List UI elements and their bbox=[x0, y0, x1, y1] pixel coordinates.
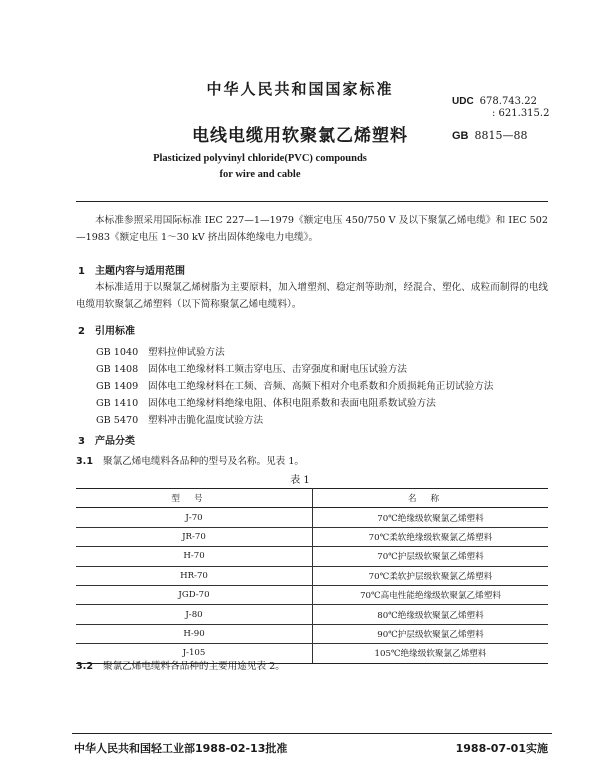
gb-label: GB bbox=[452, 130, 469, 142]
reference-code: GB 1040 bbox=[96, 347, 139, 358]
name-cell: 70℃柔软绝缘级软聚氯乙烯塑料 bbox=[313, 527, 549, 546]
reference-title: 塑料冲击脆化温度试验方法 bbox=[148, 415, 264, 426]
footer-divider bbox=[72, 733, 552, 734]
model-cell: H-70 bbox=[76, 547, 313, 566]
model-cell: J-80 bbox=[76, 605, 313, 624]
name-cell: 70℃高电性能绝缘级软聚氯乙烯塑料 bbox=[313, 585, 549, 604]
reference-item bbox=[96, 344, 493, 361]
table-row bbox=[76, 527, 548, 546]
clause-3-2-text: 聚氯乙烯电缆料各品种的主要用途见表 2。 bbox=[103, 661, 285, 672]
section-3-number: 3 bbox=[78, 436, 85, 447]
section-2-number: 2 bbox=[78, 326, 85, 337]
standard-title-zh: 电线电缆用软聚氯乙烯塑料 bbox=[192, 126, 408, 146]
model-cell: JGD-70 bbox=[76, 585, 313, 604]
table-row bbox=[76, 508, 548, 527]
gb-number-block bbox=[452, 129, 528, 142]
reference-code: GB 1410 bbox=[96, 398, 139, 409]
approval-statement: 中华人民共和国轻工业部1988-02-13批准 bbox=[74, 742, 288, 755]
table-1-caption: 表 1 bbox=[290, 475, 310, 486]
reference-item bbox=[96, 378, 493, 395]
model-cell: H-90 bbox=[76, 624, 313, 643]
name-cell: 105℃绝缘级软聚氯乙烯塑料 bbox=[313, 644, 549, 663]
udc-label: UDC bbox=[452, 96, 474, 107]
clause-3-1 bbox=[76, 453, 304, 467]
udc-value-1: 678.743.22 bbox=[479, 96, 537, 107]
section-1-title: 主题内容与适用范围 bbox=[94, 266, 185, 277]
header-divider bbox=[76, 201, 548, 202]
header-name: 名称 bbox=[313, 489, 549, 508]
national-standard-heading: 中华人民共和国国家标准 bbox=[206, 80, 394, 98]
reference-title: 固体电工绝缘材料工频击穿电压、击穿强度和耐电压试验方法 bbox=[148, 364, 408, 375]
table-row bbox=[76, 566, 548, 585]
standard-title-en-line1: Plasticized polyvinyl chloride(PVC) compounds bbox=[153, 153, 367, 164]
name-cell: 80℃绝缘级软聚氯乙烯塑料 bbox=[313, 605, 549, 624]
model-cell: J-70 bbox=[76, 508, 313, 527]
section-3-title: 产品分类 bbox=[94, 436, 135, 447]
gb-number: 8815—88 bbox=[474, 129, 528, 142]
header-model: 型号 bbox=[76, 489, 313, 508]
table-1 bbox=[76, 488, 548, 664]
reference-item bbox=[96, 412, 493, 429]
reference-title: 固体电工绝缘材料在工频、音频、高频下相对介电系数和介质损耗角正切试验方法 bbox=[148, 381, 494, 392]
udc-block bbox=[452, 96, 549, 120]
udc-value-2: : 621.315.2 bbox=[492, 108, 550, 119]
reference-title: 塑料拉伸试验方法 bbox=[148, 347, 225, 358]
reference-item bbox=[96, 361, 493, 378]
clause-3-1-number: 3.1 bbox=[76, 456, 93, 467]
table-header-row bbox=[76, 489, 548, 508]
name-cell: 70℃绝缘级软聚氯乙烯塑料 bbox=[313, 508, 549, 527]
model-cell: HR-70 bbox=[76, 566, 313, 585]
name-cell: 70℃护层级软聚氯乙烯塑料 bbox=[313, 547, 549, 566]
clause-3-2-number: 3.2 bbox=[76, 661, 93, 672]
reference-item bbox=[96, 395, 493, 412]
reference-title: 固体电工绝缘材料绝缘电阻、体积电阻系数和表面电阻系数试验方法 bbox=[148, 398, 436, 409]
name-cell: 90℃护层级软聚氯乙烯塑料 bbox=[313, 624, 549, 643]
section-2-title: 引用标准 bbox=[94, 326, 135, 337]
clause-3-2 bbox=[76, 658, 285, 672]
intro-paragraph: 本标准参照采用国际标准 IEC 227—1—1979《额定电压 450/750 V 及以下聚氯乙烯电缆》和 IEC 502—1983《额定电压 1～30 kV 挤出固体绝缘电力电缆》。 bbox=[76, 215, 548, 243]
table-row bbox=[76, 585, 548, 604]
effective-date: 1988-07-01实施 bbox=[455, 742, 548, 755]
table-row bbox=[76, 547, 548, 566]
clause-3-1-text: 聚氯乙烯电缆料各品种的型号及名称。见表 1。 bbox=[103, 456, 305, 467]
name-cell: 70℃柔软护层级软聚氯乙烯塑料 bbox=[313, 566, 549, 585]
reference-code: GB 1409 bbox=[96, 381, 139, 392]
reference-code: GB 5470 bbox=[96, 415, 139, 426]
section-1-heading bbox=[78, 262, 185, 277]
table-row bbox=[76, 624, 548, 643]
reference-code: GB 1408 bbox=[96, 364, 139, 375]
section-3-heading bbox=[78, 432, 135, 447]
model-cell: J-105 bbox=[76, 644, 313, 663]
standard-title-en-line2: for wire and cable bbox=[219, 169, 301, 180]
section-1-text: 本标准适用于以聚氯乙烯树脂为主要原料，加入增塑剂、稳定剂等助剂，经混合、塑化、成粒而制得的电线电缆用软聚氯乙烯塑料（以下简称聚氯乙烯电缆料）。 bbox=[76, 282, 548, 310]
section-1-number: 1 bbox=[78, 266, 85, 277]
table-row bbox=[76, 605, 548, 624]
reference-list bbox=[96, 344, 493, 429]
section-2-heading bbox=[78, 322, 135, 337]
model-cell: JR-70 bbox=[76, 527, 313, 546]
